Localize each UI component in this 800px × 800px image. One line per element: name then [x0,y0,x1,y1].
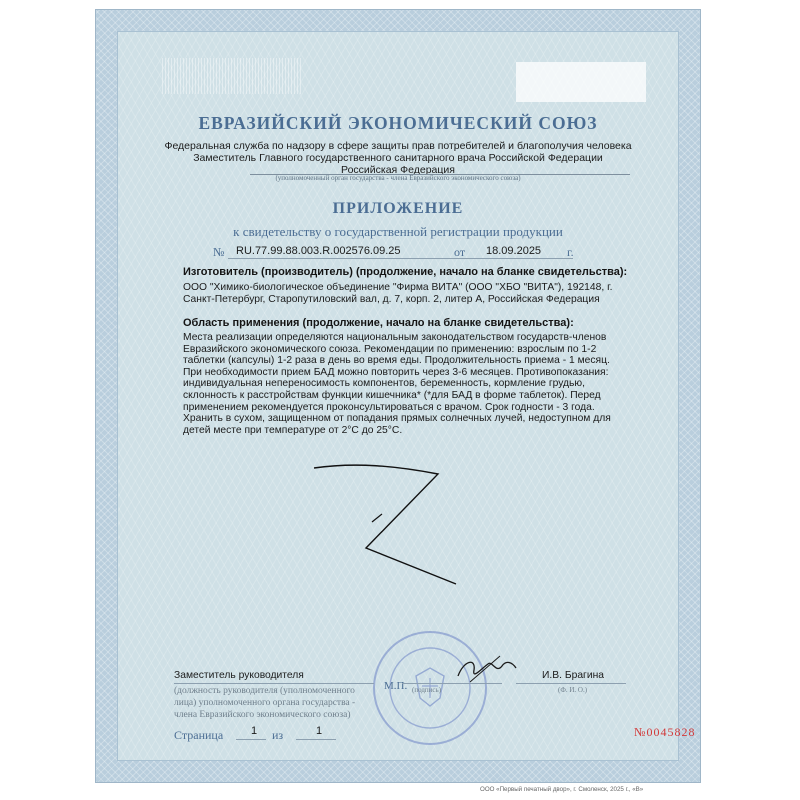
manufacturer-text: ООО "Химико-биологическое объединение "Фирма ВИТА" (ООО "ХБО "ВИТА"), 192148, г. Санкт-Петербург, Старопутиловский вал, д. 7, корп. 2, литер А, Российская Федерация [183,282,613,305]
reg-number: RU.77.99.88.003.R.002576.09.25 [236,245,401,257]
serial-number: №0045828 [634,725,696,739]
reg-date: 18.09.2025 [486,245,542,257]
service-line-2: Заместитель Главного государственного санитарного врача Российской Федерации [193,152,603,164]
page-number: 1 [251,725,258,737]
appendix-title: ПРИЛОЖЕНИЕ [332,200,464,217]
signatory-name: И.В. Брагина [542,670,604,681]
reg-number-label: № [213,245,225,259]
service-line-3: Российская Федерация [341,164,455,176]
reg-from-label: от [454,245,466,259]
manufacturer-heading: Изготовитель (производитель) (продолжение, начало на бланке свидетельства): [183,266,628,278]
scope-heading: Область применения (продолжение, начало на бланке свидетельства): [183,317,574,329]
printer-footer: ООО «Первый печатный двор», г. Смоленск, 2025 г., «В» [480,786,644,793]
security-strip [162,58,302,94]
page-total: 1 [316,725,323,737]
stamp-place-mp: М.П. [384,680,408,692]
page-total-underline [296,739,336,740]
union-title: ЕВРАЗИЙСКИЙ ЭКОНОМИЧЕСКИЙ СОЮЗ [198,113,598,133]
corner-white-box [516,62,646,102]
scope-text: Места реализации определяются национальным законодательством государств-членов Евразийского экономического союза. Рекомендации по применению: взрослым по 1-2 таблетки (капсулы) 1-2 раза в день во время еды. Продолжительность приема - 1 месяц. При необходимости прием БАД можно повторить через 3-6 месяцев. Противопоказания: индивидуальная непереносимость компонентов, беременность, кормление грудью, склонность к расстройствам функции кишечника* (*для БАД в форме таблеток). Перед применением рекомендуется проконсультироваться с врачом. Срок годности - 3 года. Хранить в сухом, защищенном от попадания прямых солнечных лучей, недоступном для детей месте при температуре от 2°С до 25°С. [183,332,611,436]
page-of-label: из [272,728,284,742]
service-line-1: Федеральная служба по надзору в сфере защиты прав потребителей и благополучия человека [164,140,632,152]
position-caption-line-2: лица) уполномоченного органа государства - [174,698,356,708]
signatory-position: Заместитель руководителя [174,670,304,681]
page-number-underline [236,739,266,740]
signature-caption: (подпись) [412,686,442,694]
position-caption-line-1: (должность руководителя (уполномоченного [174,686,355,696]
certificate-sheet [96,10,700,782]
appendix-subtitle: к свидетельству о государственной регистрации продукции [233,224,563,239]
reg-row-underline [228,258,573,259]
signature-underline [402,683,502,684]
name-underline [516,683,626,684]
position-caption-line-3: члена Евразийского экономического союза) [174,710,351,720]
position-underline [174,683,374,684]
name-caption: (Ф. И. О.) [558,686,588,694]
blank-space-z-mark [306,460,476,595]
reg-year-suffix: г. [567,245,574,259]
page-label: Страница [174,728,224,742]
handwritten-signature [452,650,522,690]
org-note: (уполномоченный орган государства - члена Евразийского экономического союза) [275,174,521,182]
